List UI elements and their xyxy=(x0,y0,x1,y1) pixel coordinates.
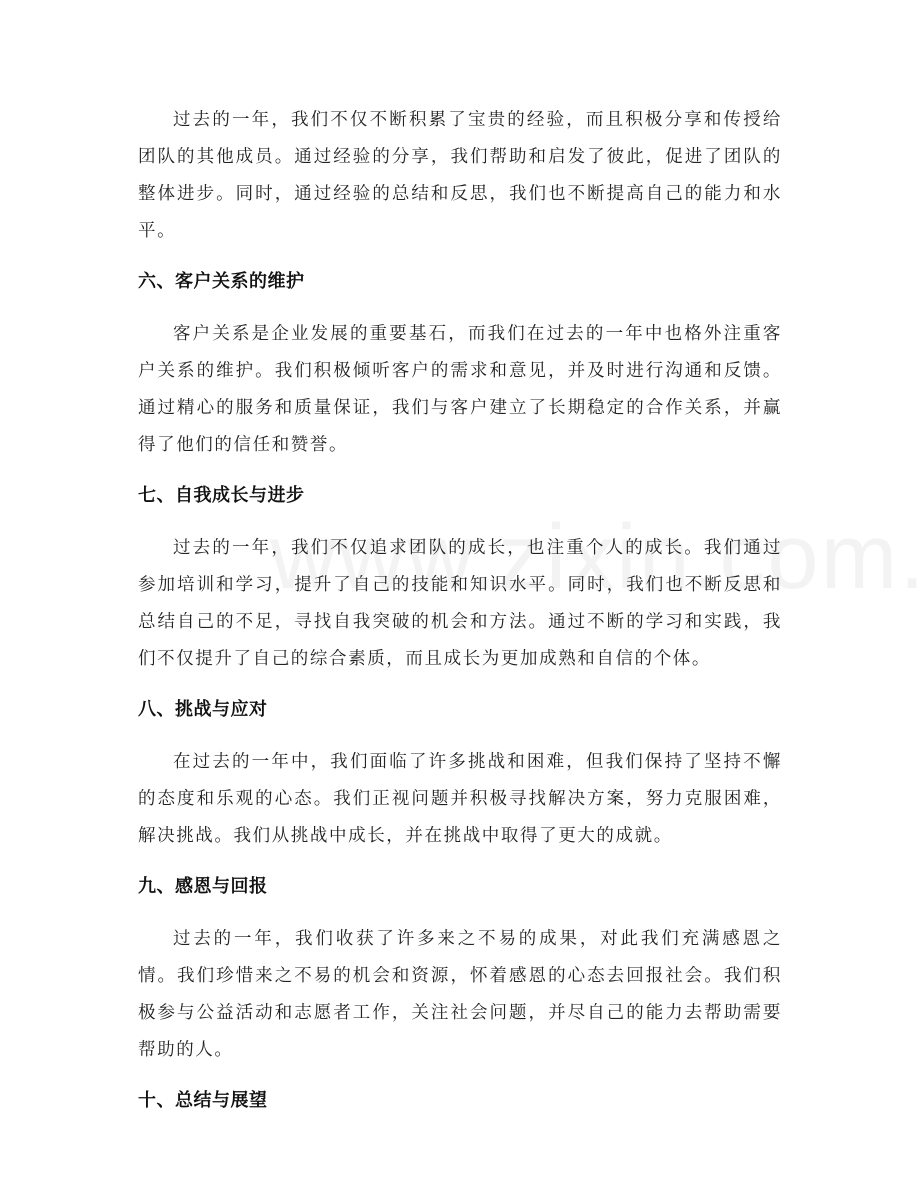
heading-gratitude: 九、感恩与回报 xyxy=(138,876,268,897)
paragraph-gratitude: 过去的一年，我们收获了许多来之不易的成果，对此我们充满感恩之情。我们珍惜来之不易的机会和资源，怀着感恩的心态去回报社会。我们积极参与公益活动和志愿者工作，关注社会问题，并尽自己的能力去帮助需要帮助的人。 xyxy=(138,929,782,1060)
heading-challenges: 八、挑战与应对 xyxy=(138,699,268,720)
document-body xyxy=(138,102,782,1113)
paragraph-challenges: 在过去的一年中，我们面临了许多挑战和困难，但我们保持了坚持不懈的态度和乐观的心态。我们正视问题并积极寻找解决方案，努力克服困难，解决挑战。我们从挑战中成长，并在挑战中取得了更大的成就。 xyxy=(138,752,782,846)
heading-customer-relations: 六、客户关系的维护 xyxy=(138,271,305,292)
paragraph-customer-relations: 客户关系是企业发展的重要基石，而我们在过去的一年中也格外注重客户关系的维护。我们积极倾听客户的需求和意见，并及时进行沟通和反馈。通过精心的服务和质量保证，我们与客户建立了长期稳定的合作关系，并赢得了他们的信任和赞誉。 xyxy=(138,324,782,455)
paragraph-experience-sharing: 过去的一年，我们不仅不断积累了宝贵的经验，而且积极分享和传授给团队的其他成员。通过经验的分享，我们帮助和启发了彼此，促进了团队的整体进步。同时，通过经验的总结和反思，我们也不断提高自己的能力和水平。 xyxy=(138,110,782,241)
heading-summary-outlook: 十、总结与展望 xyxy=(138,1090,268,1111)
heading-self-growth: 七、自我成长与进步 xyxy=(138,485,305,506)
paragraph-self-growth: 过去的一年，我们不仅追求团队的成长，也注重个人的成长。我们通过参加培训和学习，提升了自己的技能和知识水平。同时，我们也不断反思和总结自己的不足，寻找自我突破的机会和方法。通过不断的学习和实践，我们不仅提升了自己的综合素质，而且成长为更加成熟和自信的个体。 xyxy=(138,538,782,669)
